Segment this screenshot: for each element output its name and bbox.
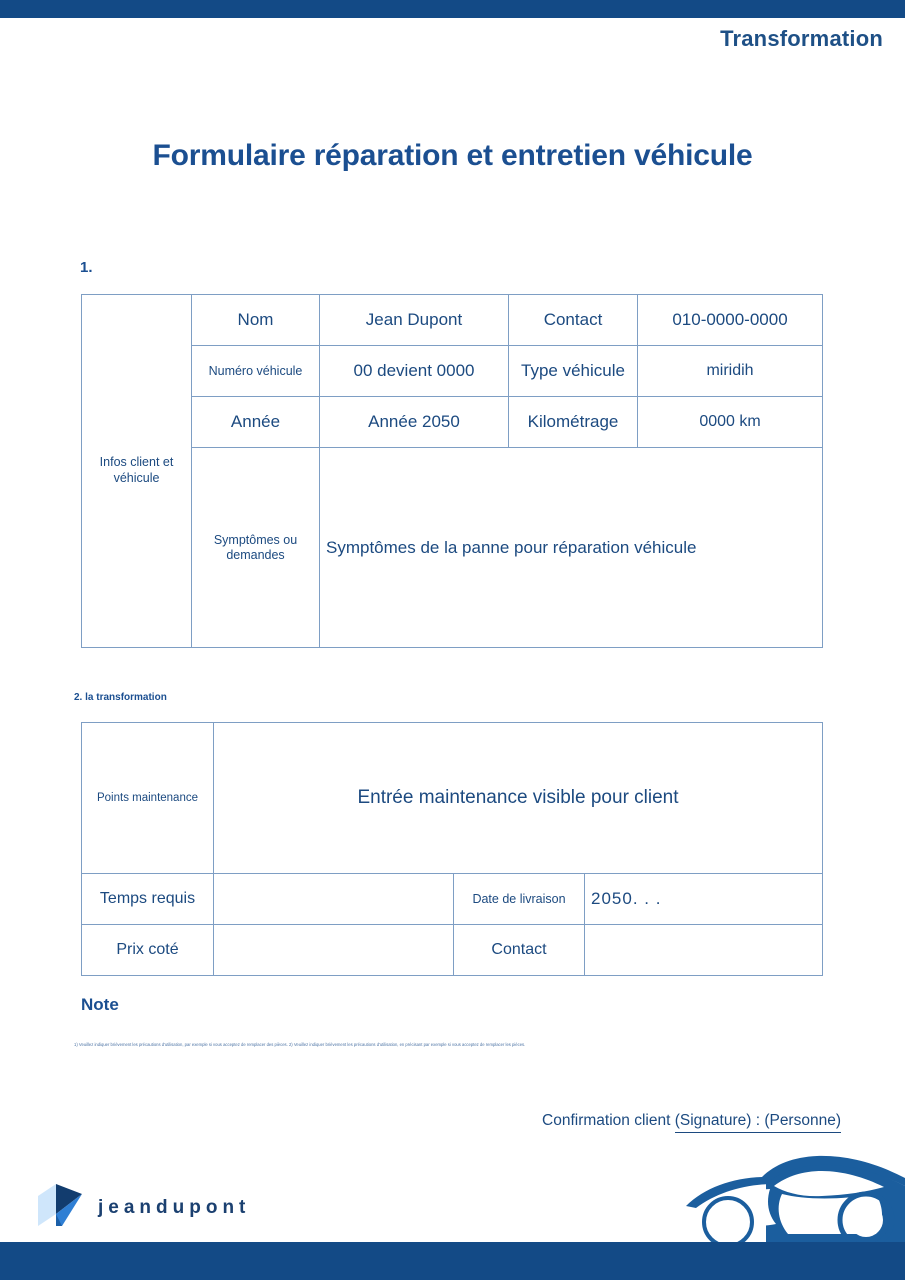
brand-mark-icon (36, 1182, 84, 1233)
page-title: Formulaire réparation et entretien véhicule (152, 139, 753, 172)
cell-label-type-vehicule: Type véhicule (509, 346, 638, 397)
cell-label-prix-cote: Prix coté (82, 925, 214, 976)
cell-label-numero-vehicule: Numéro véhicule (192, 346, 320, 397)
cell-value-symptomes[interactable]: Symptômes de la panne pour réparation véhicule (320, 448, 823, 648)
transformation-table (81, 722, 823, 976)
signature-line (542, 1112, 841, 1130)
table-row (82, 295, 823, 346)
cell-label-contact: Contact (509, 295, 638, 346)
document-header (0, 26, 905, 52)
side-header-infos-client: Infos client et véhicule (82, 295, 192, 648)
note-fineprint: 1) Veuillez indiquer brièvement les précautions d'utilisation, par exemple si vous acceptez de remplacer des pièces. 2) Veuillez indiquer brièvement les précautions d'utilisation, en précisant par exemple si vous acceptez de remplacer les pièces. (74, 1042, 526, 1047)
cell-value-date-livraison[interactable]: 2050. . . (585, 874, 823, 925)
cell-label-date-livraison: Date de livraison (454, 874, 585, 925)
note-heading: Note (81, 995, 119, 1014)
cell-value-contact-2[interactable] (585, 925, 823, 976)
cell-label-kilometrage: Kilométrage (509, 397, 638, 448)
signature-prefix: Confirmation client (542, 1112, 675, 1129)
table-row (82, 874, 823, 925)
sports-car-icon (670, 1142, 905, 1242)
car-illustration (670, 1142, 905, 1242)
table-row (82, 346, 823, 397)
cell-label-contact-2: Contact (454, 925, 585, 976)
cell-label-annee: Année (192, 397, 320, 448)
header-label: Transformation (720, 26, 883, 51)
table-row (82, 448, 823, 648)
cell-value-points-maintenance[interactable]: Entrée maintenance visible pour client (214, 723, 823, 874)
table-row (82, 925, 823, 976)
cell-label-symptomes: Symptômes ou demandes (192, 448, 320, 648)
top-accent-bar (0, 0, 905, 18)
cell-value-temps-requis[interactable] (214, 874, 454, 925)
client-vehicle-table (81, 294, 823, 648)
cell-value-numero-vehicule[interactable]: 00 devient 0000 (320, 346, 509, 397)
brand-name: jeandupont (98, 1196, 251, 1218)
signature-field[interactable]: (Signature) : (Personne) (675, 1112, 841, 1133)
section-1-label: 1. (80, 259, 93, 276)
cell-label-nom: Nom (192, 295, 320, 346)
table-row (82, 397, 823, 448)
table-row (82, 723, 823, 874)
cell-label-temps-requis: Temps requis (82, 874, 214, 925)
cell-value-nom[interactable]: Jean Dupont (320, 295, 509, 346)
cell-value-kilometrage[interactable]: 0000 km (638, 397, 823, 448)
cell-label-points-maintenance: Points maintenance (82, 723, 214, 874)
footer-logo (36, 1182, 250, 1233)
cell-value-annee[interactable]: Année 2050 (320, 397, 509, 448)
section-2-label: 2. la transformation (74, 692, 167, 703)
bottom-accent-bar (0, 1242, 905, 1280)
cell-value-contact[interactable]: 010-0000-0000 (638, 295, 823, 346)
cell-value-type-vehicule[interactable]: miridih (638, 346, 823, 397)
cell-value-prix-cote[interactable] (214, 925, 454, 976)
